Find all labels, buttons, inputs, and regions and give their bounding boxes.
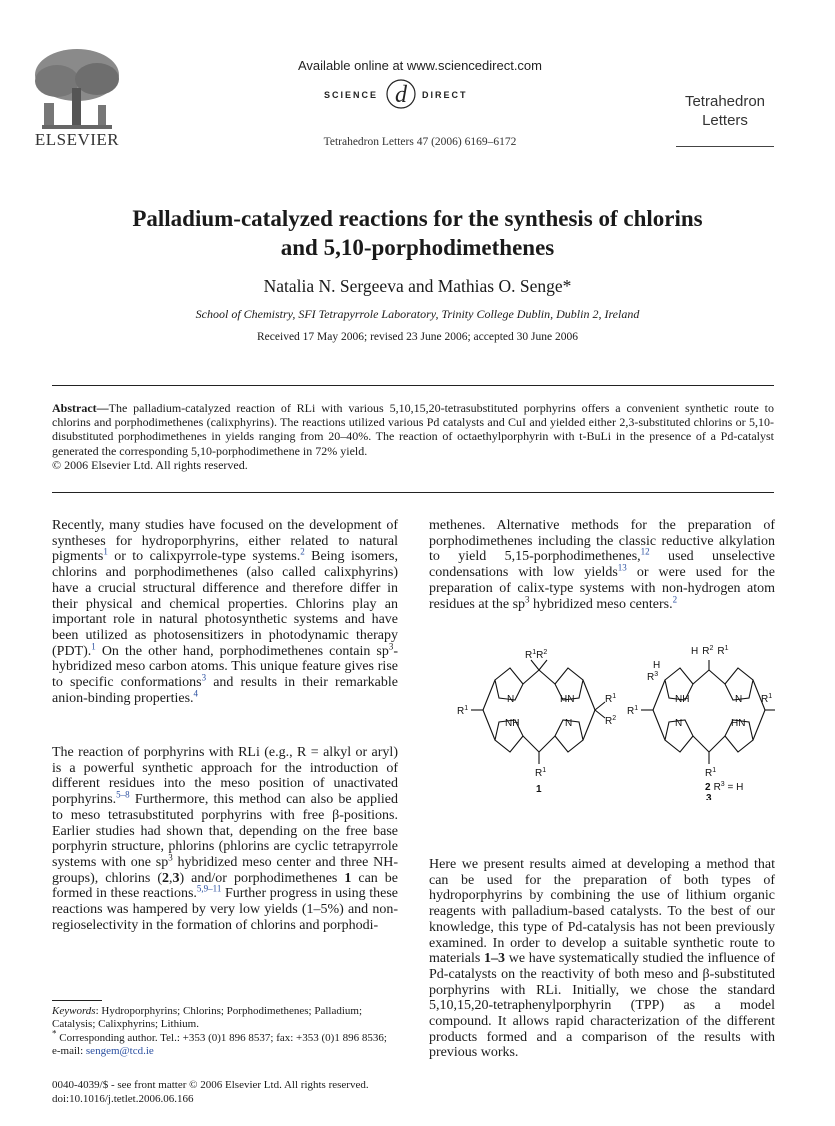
title-line-1: Palladium-catalyzed reactions for the synthesis of chlorins [132,206,703,231]
footnotes [52,1005,398,1059]
citation-link[interactable]: 4 [193,688,199,699]
left-paragraph-2: The reaction of porphyrins with RLi (e.g., R = alkyl or aryl) is a powerful synthetic approach for the introduction of different residues into the meso position of unactivated porphyrins.$^{5-8}$ Furthermore, this method can also be applied to meso tetrasubstituted porphyrins with free β-positions. Earlier studies had shown that, depending on the free base porphyrin structure, phlorins (phlorins are cyclic tetrapyrrole systems with one $sp^3$ hybridized meso center and three NH-groups), chlorins (2,3) and/or porphodimethenes 1 can be formed in these reactions.$^{5,9-11}$ Further progress in using these reactions was hampered by very low yields (1–5%) and non-regioselectivity in the formation of chlorins and porphodi- [52,745,398,933]
footnote-rule [52,1000,102,1001]
svg-text:R1R2: $R^1R^2$ [525,649,548,661]
email-link[interactable]: sengem@tcd.ie [85,1045,154,1058]
authors: Natalia N. Sergeeva and Mathias O. Senge* [263,276,572,296]
svg-text:HN: HN [560,694,575,705]
svg-text:HN: HN [731,718,746,729]
issn-line: 0040-4039/$ - see front matter © 2006 Elsevier Ltd. All rights reserved. [52,1079,369,1091]
citation-link[interactable]: 2 [672,593,678,604]
citation-link[interactable]: 1 [103,546,108,557]
abstract-text: The palladium-catalyzed reaction of RLi with various 5,10,15,20-tetrasubstituted porphyrins offers a convenient synthetic route to chlorins and porphodimethenes (calixphyrins). The reactions utilized various Pd catalysts and CuI and yielded either 2,3-substituted chlorins or 5,10-disubstituted porphodimethenes in yields ranging from 20–40%. The reaction of octaethylporphyrin with t-BuLi in the presence of a Pd-catalyst generated the corresponding 5,10-porphodimethene in 72% yield. [52,401,774,458]
left-paragraph-1: Recently, many studies have focused on the development of syntheses for hydroporphyrins, either related to natural pigments$^1$ or to calixpyrrole-type systems.$^2$ Being isomers, chlorins and porphodimethenes (also called calixphyrins) have a crucial structural difference and therefore differ in their physical and chemical properties. Chlorins play an important role in natural photosynthetic systems and have been utilized as photosensitizers in photodynamic therapy (PDT).$^1$ On the other hand, porphodimethenes contain $sp^3$-hybridized meso carbon atoms. This unique feature gives rise to specific conformations$^3$ and results in their remarkable anion-binding properties.$^4$ [52,518,398,706]
abstract-top-rule [52,385,774,386]
svg-text:H: H [653,660,661,671]
article-title [60,204,775,262]
journal-reference: Tetrahedron Letters 47 (2006) 6169–6172 [323,136,517,148]
structure-label-3: 3 [706,793,712,800]
journal-name-line2: Letters [702,112,748,129]
doi-line[interactable]: doi:10.1016/j.tetlet.2006.06.166 [52,1093,194,1105]
journal-name-line1: Tetrahedron [684,93,766,110]
structure-label-2: 2 $R^3 = H$ [705,781,744,793]
svg-text:N: N [675,718,683,729]
structure-label-1: 1 [536,784,542,795]
svg-text:HR2R1: H $R^2$ $R^1$ [691,645,729,657]
svg-text:N: N [507,694,515,705]
citation-link[interactable]: 2 [300,546,305,557]
chemical-structures-figure [455,640,775,800]
svg-text:R1: $R^1$ [761,693,773,705]
svg-text:R1: $R^1$ [457,705,469,717]
publisher-name: ELSEVIER [34,130,120,149]
structure-labels [457,645,772,800]
svg-text:R1: $R^1$ [627,705,639,717]
received-dates: Received 17 May 2006; revised 23 June 2006; accepted 30 June 2006 [257,331,578,343]
svg-text:R3: $R^3$ [647,671,659,683]
abstract-bottom-rule [52,492,774,493]
corresponding-author: * Corresponding author. Tel.: +353 (0)1 896 8537; fax: +353 (0)1 896 8536; e-mail: sengem@tcd.ie [52,1028,387,1058]
citation-link[interactable]: 1 [91,640,96,651]
abstract [52,401,774,458]
title-line-2: and 5,10-porphodimethenes [280,235,555,260]
right-paragraph-2: Here we present results aimed at developing a method that can be used for the preparation of both types of hydroporphyrins by combining the use of lithium organic reagents with palladium-based catalysts. To the best of our knowledge, this type of Pd-catalysis has not been previously examined. In order to develop a suitable synthetic route to materials 1–3 we have systematically studied the influence of Pd-catalysts on the reactivity of both meso and β-substituted porphyrins with RLi. Initially, we chose the standard 5,10,15,20-tetraphenylporphyrin (TPP) as a model compound. It allows rapid characterization of the different products formed and a comparison of the results with previous works. [429,857,776,1061]
page-footer [52,1078,452,1106]
svg-text:NH: NH [505,718,520,729]
citation-link[interactable]: 5–8 [116,789,130,800]
right-paragraph-1: methenes. Alternative methods for the preparation of porphodimethenes including the classic reductive alkylation to yield 5,15-porphodimethenes,$^{12}$ used unselective condensations with low yields$^{13}$ or were used for the preparation of calix-type systems with non-hydrogen atom residues at the $sp^3$ hybridized meso centers.$^2$ [429,518,776,612]
abstract-label: Abstract— [52,401,109,415]
journal-rule [676,146,774,147]
svg-text:N: N [735,694,743,705]
svg-text:R1: $R^1$ [605,693,617,705]
citation-link[interactable]: 5,9–11 [196,883,222,894]
structure-2-drawing [641,660,775,764]
sd-logo-direct: DIRECT [422,90,468,100]
affiliation: School of Chemistry, SFI Tetrapyrrole Laboratory, Trinity College Dublin, Dublin 2, Ireland [195,307,640,321]
svg-text:d: d [395,82,407,108]
svg-text:R1: $R^1$ [705,767,717,779]
journal-name [670,92,780,130]
svg-text:NH: NH [675,694,690,705]
structure-1-drawing [471,660,605,764]
svg-text:R2: $R^2$ [605,715,617,727]
svg-text:N: N [565,718,573,729]
citation-link[interactable]: 12 [640,546,650,557]
keywords: Keywords: Hydroporphyrins; Chlorins; Porphodimethenes; Palladium; Catalysis; Calixphyrins; Lithium. [52,1005,363,1031]
available-online-text: Available online at www.sciencedirect.com [298,58,542,73]
citation-link[interactable]: 3 [201,672,207,683]
citation-link[interactable]: 13 [617,562,627,573]
abstract-copyright: © 2006 Elsevier Ltd. All rights reserved. [52,458,248,472]
sd-logo-science: SCIENCE [323,90,378,100]
sciencedirect-logo [300,76,540,110]
svg-text:R1: $R^1$ [535,767,547,779]
